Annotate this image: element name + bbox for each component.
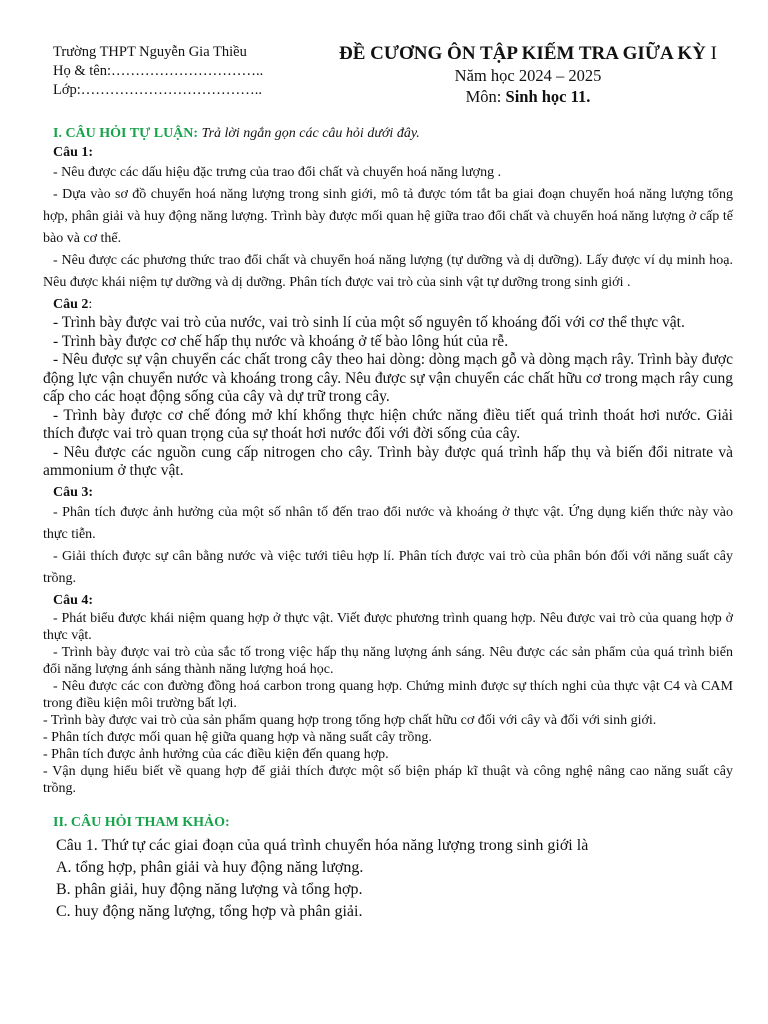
school-name: Trường THPT Nguyễn Gia Thiều	[53, 44, 247, 60]
document-body	[43, 124, 733, 923]
answer-option-b: B. phân giải, huy động năng lượng và tổng hợp.	[56, 880, 363, 898]
question-4-item: - Trình bày được vai trò của sản phẩm quang hợp trong tổng hợp chất hữu cơ đối với cây và đối với sinh giới.	[43, 712, 657, 728]
question-2-item: - Trình bày được cơ chế đóng mở khí khổng thực hiện chức năng điều tiết quá trình thoát hơi nước. Giải thích được vai trò quan trọng của sự thoát hơi nước đối với đời sống của cây.	[43, 406, 733, 442]
student-info	[53, 43, 263, 100]
section-1-title: I. CÂU HỎI TỰ LUẬN:	[53, 126, 199, 141]
section-1-heading	[53, 124, 733, 144]
question-4-item: - Trình bày được vai trò của sắc tố trong việc hấp thụ năng lượng ánh sáng. Nêu được các sản phẩm của quá trình biến đổi năng lượng ánh sáng thành năng lượng hoá học.	[43, 644, 733, 677]
answer-option-c: C. huy động năng lượng, tổng hợp và phân giải.	[56, 902, 363, 920]
document-title-main: ĐỀ CƯƠNG ÔN TẬP KIẾM TRA GIỮA KỲ	[339, 43, 706, 64]
question-1-item: - Nêu được các dấu hiệu đặc trưng của trao đổi chất và chuyển hoá năng lượng .	[53, 165, 502, 180]
document-title-roman: I	[710, 43, 717, 64]
question-4-item: - Phân tích được ảnh hưởng của các điều kiện đến quang hợp.	[43, 746, 389, 762]
student-name-line: Họ & tên:…………………………..	[53, 63, 264, 79]
subject-line	[318, 86, 738, 107]
question-3-item: - Giải thích được sự cân bằng nước và việc tưới tiêu hợp lí. Phân tích được vai trò của phân bón đối với năng suất cây trồng.	[43, 548, 733, 586]
section-2-heading: II. CÂU HỎI THAM KHẢO:	[53, 814, 230, 830]
subject-value: Sinh học 11.	[505, 87, 591, 106]
question-2-label-text: Câu 2	[53, 297, 89, 312]
question-4-item: - Phát biểu được khái niệm quang hợp ở thực vật. Viết được phương trình quang hợp. Nêu được vai trò của quang hợp ở thực vật.	[43, 610, 733, 643]
question-4-item: - Phân tích được mối quan hệ giữa quang hợp và năng suất cây trồng.	[43, 729, 432, 745]
question-3-label: Câu 3:	[53, 484, 94, 500]
question-2-item: - Nêu được sự vận chuyển các chất trong cây theo hai dòng: dòng mạch gỗ và dòng mạch rây. Trình bày được động lực vận chuyển nước và khoáng trong cây. Nêu được sự vận chuyển các chất hữu cơ trong mạch rây cung cấp cho các hoạt động sống của cây và dự trữ trong cây.	[43, 351, 733, 405]
question-2-item: - Trình bày được cơ chế hấp thụ nước và khoáng ở tế bào lông hút của rễ.	[53, 332, 509, 350]
reference-question: Câu 1. Thứ tự các giai đoạn của quá trình chuyển hóa năng lượng trong sinh giới là	[56, 836, 589, 854]
question-4-item: - Vận dụng hiểu biết về quang hợp để giải thích được một số biện pháp kĩ thuật và công nghệ nâng cao năng suất cây trồng.	[43, 763, 733, 796]
question-4-item: - Nêu được các con đường đồng hoá carbon trong quang hợp. Chứng minh được sự thích nghi của thực vật C4 và CAM trong điều kiện môi trường bất lợi.	[43, 678, 733, 711]
document-title	[318, 43, 738, 65]
student-class-line: Lớp:………………………………..	[53, 82, 263, 98]
question-3-item: - Phân tích được ảnh hưởng của một số nhân tố đến trao đổi nước và khoáng ở thực vật. Ứng dụng kiến thức này vào thực tiễn.	[43, 504, 733, 542]
question-1-item: - Nêu được các phương thức trao đổi chất và chuyển hoá năng lượng (tự dưỡng và dị dưỡng). Lấy được ví dụ minh hoạ. Nêu được khái niệm tự dưỡng và dị dưỡng. Phân tích được vai trò của sinh vật tự dưỡng trong sinh giới .	[43, 253, 733, 290]
question-2-label-colon: :	[88, 297, 93, 312]
question-2-item: - Trình bày được vai trò của nước, vai trò sinh lí của một số nguyên tố khoáng đối với cơ thể thực vật.	[53, 314, 685, 331]
question-1-label: Câu 1:	[53, 145, 94, 160]
subject-prefix: Môn:	[465, 87, 502, 106]
question-4-label: Câu 4:	[53, 592, 94, 608]
question-1-item: - Dựa vào sơ đồ chuyển hoá năng lượng trong sinh giới, mô tả được tóm tắt ba giai đoạn chuyển hoá năng lượng tổng hợp, phân giải và huy động năng lượng. Trình bày được mối quan hệ giữa trao đổi chất và chuyển hoá năng lượng ở cấp tế bào và cơ thể.	[43, 187, 733, 246]
school-year: Năm học 2024 – 2025	[454, 66, 602, 85]
question-2-item: - Nêu được các nguồn cung cấp nitrogen cho cây. Trình bày được quá trình hấp thụ và biến đổi nitrate và ammonium ở thực vật.	[43, 443, 733, 479]
document-heading	[318, 43, 738, 107]
section-1-instruction: Trả lời ngắn gọn các câu hỏi dưới đây.	[201, 126, 420, 141]
answer-option-a: A. tổng hợp, phân giải và huy động năng lượng.	[56, 858, 364, 876]
question-2-label	[53, 296, 733, 314]
